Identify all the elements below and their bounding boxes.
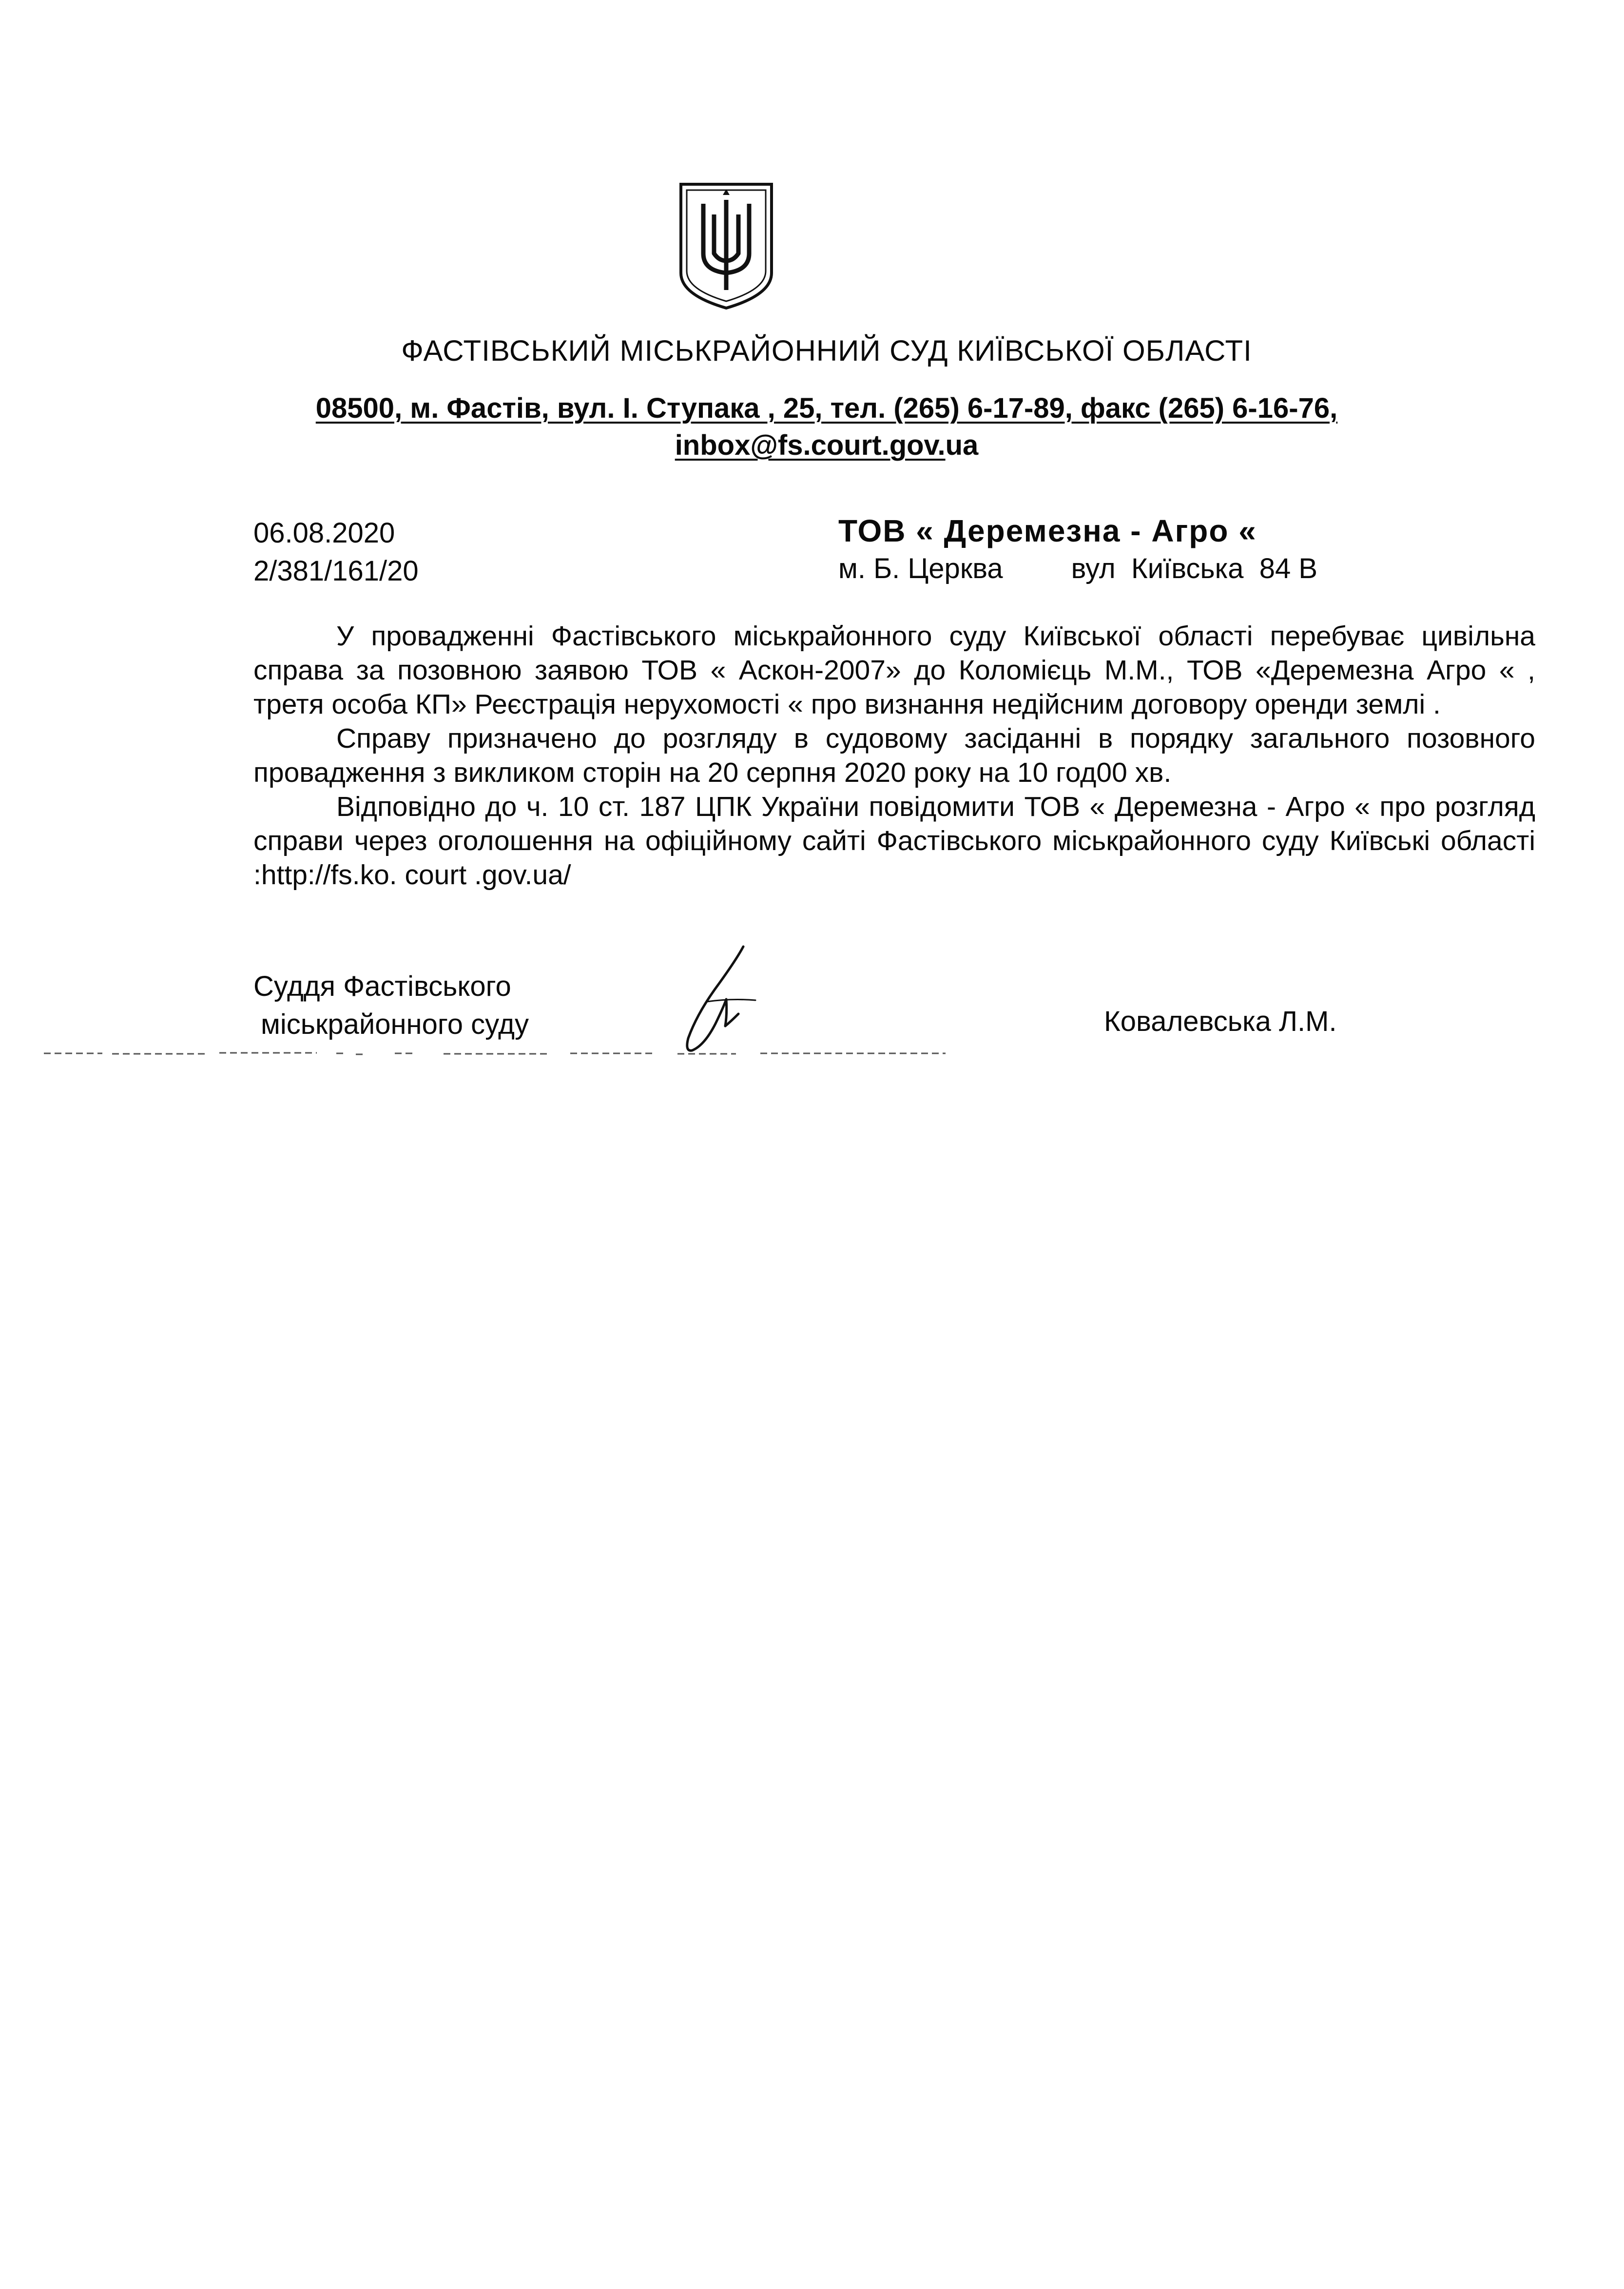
scan-artifact-line — [44, 1050, 946, 1056]
handwritten-signature-icon — [658, 941, 770, 1058]
document-meta — [253, 514, 419, 590]
court-email-tail: ua — [945, 429, 979, 461]
body-paragraph-1: У провадженні Фастівського міськрайонного суду Київської області перебуває цивільна справа за позовною заявою ТОВ « Аскон-2007» до Коломієць М.М., ТОВ «Деремезна Агро « , третя особа КП» Реєстрація нерухомості « про визнання недійсним договору оренди землі . — [253, 621, 1535, 720]
judge-title-line-2: міськрайонного суду — [261, 1009, 529, 1040]
judge-title-line-1: Суддя Фастівського — [253, 970, 511, 1002]
court-name: ФАСТІВСЬКИЙ МІСЬКРАЙОННИЙ СУД КИЇВСЬКОЇ ОБЛАСТІ — [401, 334, 1252, 367]
addressee-name: ТОВ « Деремезна - Агро « — [838, 513, 1257, 548]
document-date: 06.08.2020 — [253, 517, 395, 549]
court-address — [0, 390, 1624, 464]
judge-title — [253, 968, 529, 1044]
addressee-address — [838, 550, 1317, 588]
court-email-link[interactable]: inbox@fs.court.gov. — [675, 429, 946, 461]
trident-coat-of-arms-icon — [675, 180, 777, 312]
case-number: 2/381/161/20 — [253, 555, 419, 587]
body-paragraph-3: Відповідно до ч. 10 ст. 187 ЦПК України повідомити ТОВ « Деремезна - Агро « про розгляд справи через оголошення на офіційному сайті Фастівського міськрайонного суду Київські області :http://fs.ko. court .gov.ua/ — [253, 791, 1535, 891]
addressee-city: м. Б. Церква — [838, 553, 1003, 584]
addressee-block — [838, 512, 1317, 588]
addressee-street: вул Київська 84 В — [1071, 553, 1318, 584]
court-address-line: 08500, м. Фастів, вул. І. Ступака , 25, тел. (265) 6-17-89, факс (265) 6-16-76, — [315, 392, 1338, 424]
letter-body — [253, 619, 1535, 892]
court-email-line — [29, 427, 1624, 464]
body-paragraph-2: Справу призначено до розгляду в судовому засіданні в порядку загального позовного провадження з викликом сторін на 20 серпня 2020 року на 10 год00 хв. — [253, 723, 1535, 788]
judge-name: Ковалевська Л.М. — [1104, 1006, 1337, 1037]
